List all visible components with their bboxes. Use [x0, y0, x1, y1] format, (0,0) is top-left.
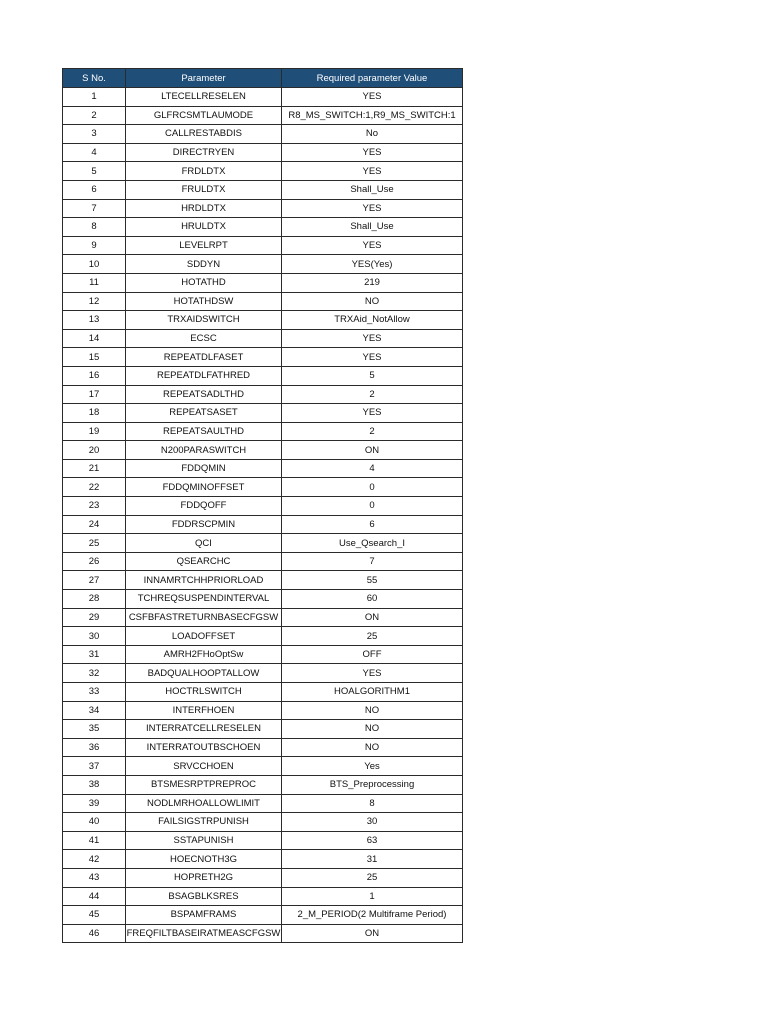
cell-parameter: INTERRATOUTBSCHOEN: [126, 738, 282, 757]
cell-required-value: TRXAid_NotAllow: [282, 311, 463, 330]
table-row: [63, 738, 463, 757]
header-required-value: Required parameter Value: [282, 69, 463, 88]
table-row: [63, 775, 463, 794]
cell-parameter: REPEATSADLTHD: [126, 385, 282, 404]
cell-serial-number: 27: [63, 571, 126, 590]
table-row: [63, 534, 463, 553]
cell-parameter: BTSMESRPTPREPROC: [126, 775, 282, 794]
cell-parameter: INTERRATCELLRESELEN: [126, 720, 282, 739]
cell-serial-number: 35: [63, 720, 126, 739]
cell-required-value: 2: [282, 422, 463, 441]
cell-required-value: 55: [282, 571, 463, 590]
cell-parameter: FAILSIGSTRPUNISH: [126, 813, 282, 832]
cell-serial-number: 42: [63, 850, 126, 869]
table-row: [63, 924, 463, 943]
cell-required-value: YES: [282, 664, 463, 683]
table-header-row: [63, 69, 463, 88]
table-row: [63, 143, 463, 162]
cell-parameter: REPEATDLFASET: [126, 348, 282, 367]
cell-parameter: FRDLDTX: [126, 162, 282, 181]
cell-serial-number: 18: [63, 404, 126, 423]
cell-required-value: 8: [282, 794, 463, 813]
cell-parameter: TCHREQSUSPENDINTERVAL: [126, 590, 282, 609]
cell-parameter: HOPRETH2G: [126, 868, 282, 887]
cell-required-value: 63: [282, 831, 463, 850]
cell-parameter: HOTATHD: [126, 273, 282, 292]
cell-parameter: AMRH2FHoOptSw: [126, 645, 282, 664]
cell-parameter: BSAGBLKSRES: [126, 887, 282, 906]
cell-parameter: QSEARCHC: [126, 552, 282, 571]
table-row: [63, 385, 463, 404]
cell-parameter: REPEATDLFATHRED: [126, 366, 282, 385]
cell-serial-number: 1: [63, 88, 126, 107]
table-body: [63, 88, 463, 943]
table-row: [63, 850, 463, 869]
table-row: [63, 497, 463, 516]
table-row: [63, 106, 463, 125]
table-row: [63, 180, 463, 199]
cell-parameter: SDDYN: [126, 255, 282, 274]
table-row: [63, 645, 463, 664]
cell-serial-number: 43: [63, 868, 126, 887]
cell-parameter: HOECNOTH3G: [126, 850, 282, 869]
cell-required-value: R8_MS_SWITCH:1,R9_MS_SWITCH:1: [282, 106, 463, 125]
cell-required-value: Use_Qsearch_I: [282, 534, 463, 553]
cell-required-value: 219: [282, 273, 463, 292]
cell-serial-number: 31: [63, 645, 126, 664]
cell-serial-number: 30: [63, 627, 126, 646]
table-row: [63, 757, 463, 776]
cell-parameter: FDDRSCPMIN: [126, 515, 282, 534]
cell-required-value: NO: [282, 738, 463, 757]
cell-parameter: QCI: [126, 534, 282, 553]
cell-required-value: NO: [282, 720, 463, 739]
cell-serial-number: 38: [63, 775, 126, 794]
table-row: [63, 366, 463, 385]
cell-serial-number: 11: [63, 273, 126, 292]
cell-serial-number: 37: [63, 757, 126, 776]
cell-parameter: FDDQMINOFFSET: [126, 478, 282, 497]
cell-serial-number: 16: [63, 366, 126, 385]
table-row: [63, 162, 463, 181]
cell-required-value: 5: [282, 366, 463, 385]
cell-required-value: 0: [282, 478, 463, 497]
cell-parameter: FRULDTX: [126, 180, 282, 199]
cell-serial-number: 40: [63, 813, 126, 832]
table-row: [63, 906, 463, 925]
table-row: [63, 664, 463, 683]
cell-parameter: BADQUALHOOPTALLOW: [126, 664, 282, 683]
table-row: [63, 88, 463, 107]
cell-serial-number: 29: [63, 608, 126, 627]
cell-serial-number: 17: [63, 385, 126, 404]
cell-parameter: INNAMRTCHHPRIORLOAD: [126, 571, 282, 590]
cell-serial-number: 5: [63, 162, 126, 181]
table-row: [63, 273, 463, 292]
cell-serial-number: 34: [63, 701, 126, 720]
cell-serial-number: 23: [63, 497, 126, 516]
cell-required-value: ON: [282, 608, 463, 627]
header-parameter: Parameter: [126, 69, 282, 88]
cell-required-value: 60: [282, 590, 463, 609]
cell-serial-number: 36: [63, 738, 126, 757]
cell-serial-number: 20: [63, 441, 126, 460]
parameter-table: [62, 68, 463, 943]
cell-required-value: No: [282, 125, 463, 144]
cell-parameter: FREQFILTBASEIRATMEASCFGSW: [126, 924, 282, 943]
cell-serial-number: 8: [63, 218, 126, 237]
cell-required-value: 2: [282, 385, 463, 404]
cell-required-value: HOALGORITHM1: [282, 683, 463, 702]
cell-serial-number: 7: [63, 199, 126, 218]
cell-serial-number: 28: [63, 590, 126, 609]
cell-parameter: LEVELRPT: [126, 236, 282, 255]
table-row: [63, 459, 463, 478]
cell-parameter: REPEATSASET: [126, 404, 282, 423]
cell-parameter: FDDQMIN: [126, 459, 282, 478]
cell-required-value: 1: [282, 887, 463, 906]
table-row: [63, 831, 463, 850]
cell-serial-number: 3: [63, 125, 126, 144]
table-row: [63, 218, 463, 237]
cell-serial-number: 26: [63, 552, 126, 571]
cell-required-value: 4: [282, 459, 463, 478]
cell-required-value: NO: [282, 292, 463, 311]
cell-parameter: CALLRESTABDIS: [126, 125, 282, 144]
cell-parameter: SRVCCHOEN: [126, 757, 282, 776]
cell-serial-number: 33: [63, 683, 126, 702]
table-row: [63, 441, 463, 460]
table-row: [63, 701, 463, 720]
cell-required-value: 25: [282, 627, 463, 646]
cell-serial-number: 14: [63, 329, 126, 348]
cell-serial-number: 2: [63, 106, 126, 125]
cell-required-value: YES: [282, 143, 463, 162]
cell-required-value: 31: [282, 850, 463, 869]
table-row: [63, 590, 463, 609]
cell-parameter: LTECELLRESELEN: [126, 88, 282, 107]
cell-parameter: REPEATSAULTHD: [126, 422, 282, 441]
cell-parameter: CSFBFASTRETURNBASECFGSW: [126, 608, 282, 627]
cell-serial-number: 24: [63, 515, 126, 534]
table-row: [63, 478, 463, 497]
table-row: [63, 255, 463, 274]
cell-required-value: 7: [282, 552, 463, 571]
cell-parameter: DIRECTRYEN: [126, 143, 282, 162]
cell-required-value: 6: [282, 515, 463, 534]
cell-required-value: 30: [282, 813, 463, 832]
cell-parameter: N200PARASWITCH: [126, 441, 282, 460]
cell-required-value: YES(Yes): [282, 255, 463, 274]
cell-required-value: ON: [282, 924, 463, 943]
cell-required-value: YES: [282, 404, 463, 423]
table-row: [63, 329, 463, 348]
table-row: [63, 236, 463, 255]
cell-parameter: NODLMRHOALLOWLIMIT: [126, 794, 282, 813]
cell-parameter: ECSC: [126, 329, 282, 348]
cell-required-value: Shall_Use: [282, 218, 463, 237]
table-row: [63, 683, 463, 702]
table-row: [63, 422, 463, 441]
cell-serial-number: 44: [63, 887, 126, 906]
cell-serial-number: 10: [63, 255, 126, 274]
cell-required-value: 25: [282, 868, 463, 887]
cell-parameter: INTERFHOEN: [126, 701, 282, 720]
cell-required-value: YES: [282, 88, 463, 107]
cell-parameter: SSTAPUNISH: [126, 831, 282, 850]
cell-serial-number: 21: [63, 459, 126, 478]
cell-serial-number: 25: [63, 534, 126, 553]
cell-serial-number: 19: [63, 422, 126, 441]
cell-parameter: HOCTRLSWITCH: [126, 683, 282, 702]
cell-required-value: Yes: [282, 757, 463, 776]
cell-serial-number: 22: [63, 478, 126, 497]
cell-parameter: LOADOFFSET: [126, 627, 282, 646]
cell-required-value: BTS_Preprocessing: [282, 775, 463, 794]
cell-serial-number: 46: [63, 924, 126, 943]
cell-serial-number: 6: [63, 180, 126, 199]
table-row: [63, 627, 463, 646]
cell-serial-number: 13: [63, 311, 126, 330]
cell-required-value: ON: [282, 441, 463, 460]
cell-required-value: YES: [282, 199, 463, 218]
cell-serial-number: 41: [63, 831, 126, 850]
cell-parameter: FDDQOFF: [126, 497, 282, 516]
table-row: [63, 887, 463, 906]
cell-required-value: YES: [282, 236, 463, 255]
cell-required-value: YES: [282, 348, 463, 367]
table-row: [63, 868, 463, 887]
table-row: [63, 311, 463, 330]
table-row: [63, 515, 463, 534]
table-row: [63, 794, 463, 813]
table-row: [63, 125, 463, 144]
cell-parameter: GLFRCSMTLAUMODE: [126, 106, 282, 125]
header-serial-number: S No.: [63, 69, 126, 88]
cell-serial-number: 4: [63, 143, 126, 162]
cell-serial-number: 45: [63, 906, 126, 925]
table-row: [63, 571, 463, 590]
table-row: [63, 348, 463, 367]
cell-serial-number: 12: [63, 292, 126, 311]
cell-required-value: Shall_Use: [282, 180, 463, 199]
cell-required-value: 2_M_PERIOD(2 Multiframe Period): [282, 906, 463, 925]
table-row: [63, 199, 463, 218]
cell-serial-number: 39: [63, 794, 126, 813]
cell-required-value: YES: [282, 329, 463, 348]
cell-parameter: BSPAMFRAMS: [126, 906, 282, 925]
table-row: [63, 608, 463, 627]
cell-parameter: TRXAIDSWITCH: [126, 311, 282, 330]
table-row: [63, 813, 463, 832]
cell-required-value: OFF: [282, 645, 463, 664]
cell-required-value: YES: [282, 162, 463, 181]
cell-parameter: HRULDTX: [126, 218, 282, 237]
table-row: [63, 292, 463, 311]
cell-parameter: HOTATHDSW: [126, 292, 282, 311]
cell-required-value: NO: [282, 701, 463, 720]
cell-serial-number: 9: [63, 236, 126, 255]
table-row: [63, 720, 463, 739]
cell-serial-number: 32: [63, 664, 126, 683]
table-row: [63, 404, 463, 423]
cell-parameter: HRDLDTX: [126, 199, 282, 218]
table-row: [63, 552, 463, 571]
cell-serial-number: 15: [63, 348, 126, 367]
cell-required-value: 0: [282, 497, 463, 516]
